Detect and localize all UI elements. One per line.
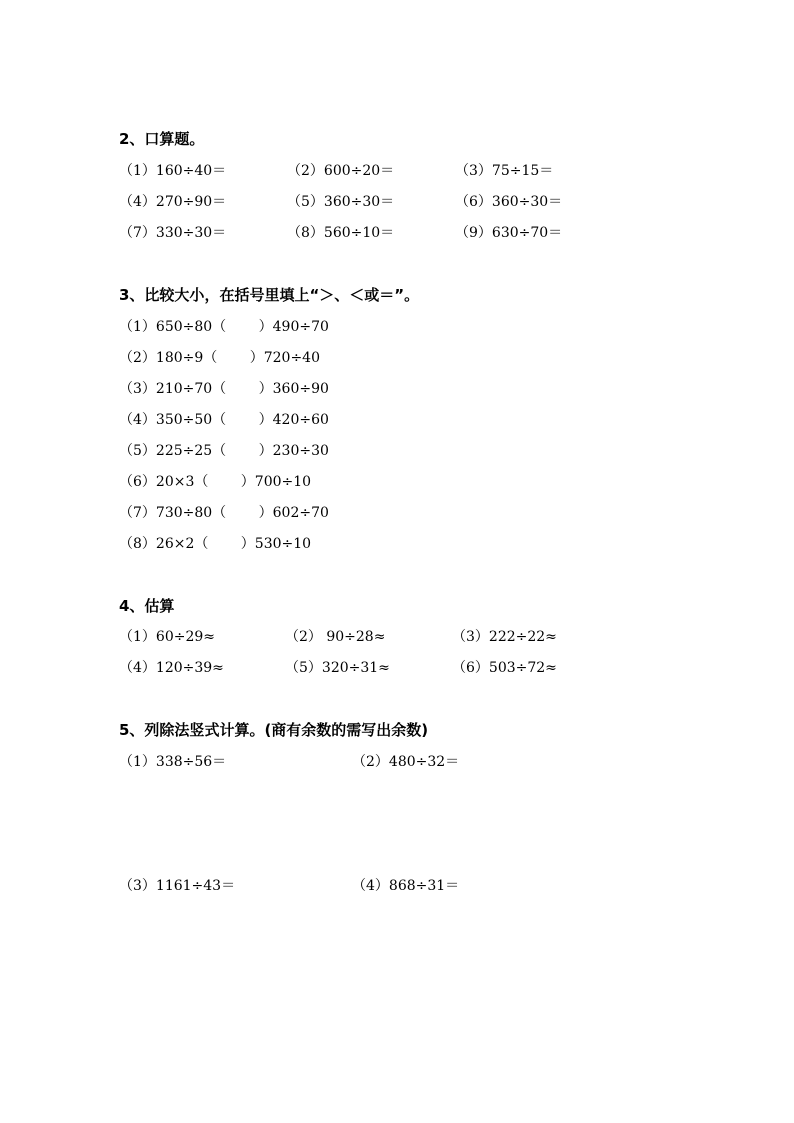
section3-item-3: （3）210÷70（ ）360÷90 [119, 381, 329, 397]
section2-item-8: （8）560÷10＝ [287, 225, 395, 241]
section2-item-9: （9）630÷70＝ [455, 225, 563, 241]
section4-item-5: （5）320÷31≈ [285, 660, 390, 676]
section5-item-2: （2）480÷32＝ [352, 754, 460, 770]
section3-item-2: （2）180÷9（ ）720÷40 [119, 350, 320, 366]
section3-item-6: （6）20×3（ ）700÷10 [119, 474, 312, 490]
section4-title: 4、估算 [119, 597, 175, 615]
section2-item-6: （6）360÷30＝ [455, 194, 563, 210]
section3-item-5: （5）225÷25（ ）230÷30 [119, 443, 329, 459]
section4-item-1: （1）60÷29≈ [119, 629, 215, 645]
section4-item-6: （6）503÷72≈ [452, 660, 557, 676]
section2-item-5: （5）360÷30＝ [287, 194, 395, 210]
section3-title: 3、比较大小，在括号里填上“＞、＜或＝”。 [119, 286, 420, 304]
section4-item-3: （3）222÷22≈ [452, 629, 557, 645]
section3-item-7: （7）730÷80（ ）602÷70 [119, 505, 329, 521]
section3-item-1: （1）650÷80（ ）490÷70 [119, 319, 329, 335]
section5-title: 5、列除法竖式计算。(商有余数的需写出余数) [119, 721, 429, 739]
section4-item-2: （2） 90÷28≈ [285, 629, 386, 645]
section3-item-4: （4）350÷50（ ）420÷60 [119, 412, 329, 428]
section3-item-8: （8）26×2（ ）530÷10 [119, 536, 312, 552]
section2-item-3: （3）75÷15＝ [455, 163, 554, 179]
section4-item-4: （4）120÷39≈ [119, 660, 224, 676]
section2-item-2: （2）600÷20＝ [287, 163, 395, 179]
section5-item-4: （4）868÷31＝ [352, 878, 460, 894]
section2-title: 2、口算题。 [119, 130, 205, 148]
section2-item-7: （7）330÷30＝ [119, 225, 227, 241]
section5-item-3: （3）1161÷43＝ [119, 878, 236, 894]
section2-item-4: （4）270÷90＝ [119, 194, 227, 210]
section5-item-1: （1）338÷56＝ [119, 754, 227, 770]
section2-item-1: （1）160÷40＝ [119, 163, 227, 179]
